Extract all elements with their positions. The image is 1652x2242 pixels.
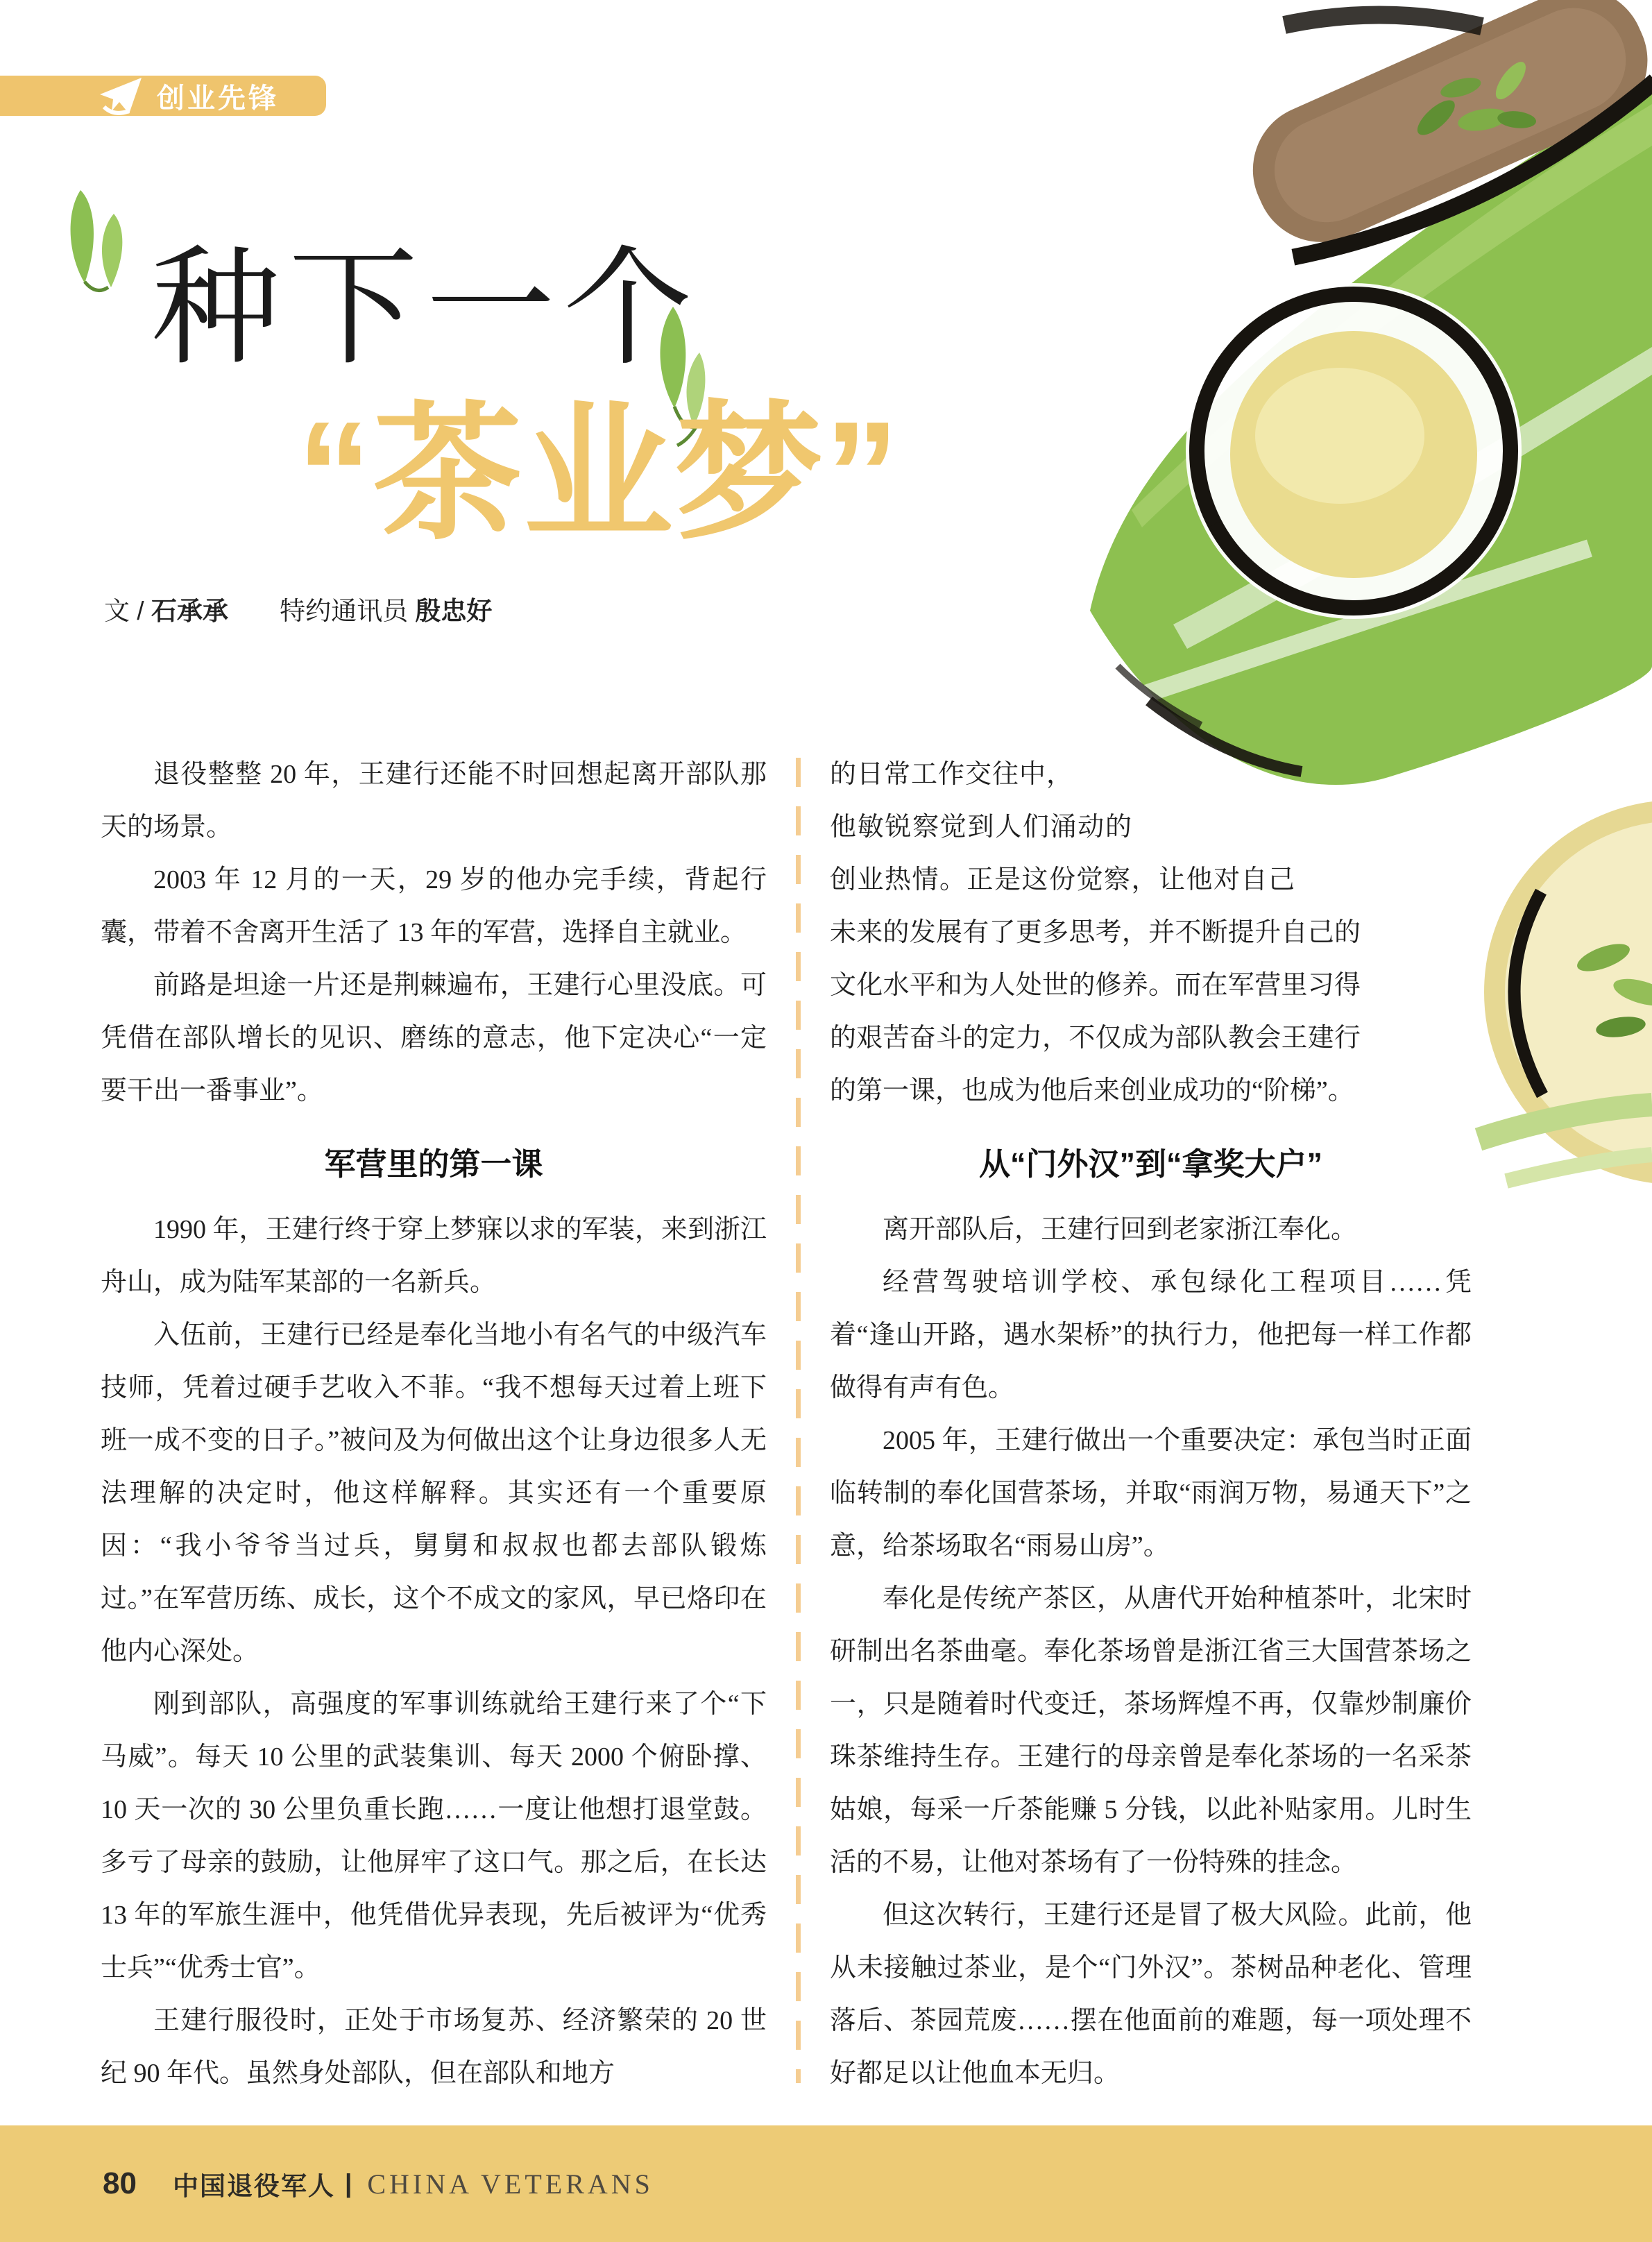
section-heading-first-lesson: 军营里的第一课 [324,1146,543,1182]
byline [104,590,492,627]
paragraph: 奉化是传统产茶区，从唐代开始种植茶叶，北宋时研制出名茶曲毫。奉化茶场曾是浙江省三大国营茶场之一，只是随着时代变迁，茶场辉煌不再，仅靠炒制廉价珠茶维持生存。王建行的母亲曾是奉化茶场的一名采茶姑娘，每采一斤茶能赚 5 分钱，以此补贴家用。儿时生活的不易，让他对茶场有了一份特殊的挂念。 [830,1584,1472,1877]
section-badge [0,76,326,116]
illustration-spacer [1073,748,1472,801]
paragraph: 刚到部队，高强度的军事训练就给王建行来了个“下马威”。每天 10 公里的武装集训、每天 2000 个俯卧撑、10 天一次的 30 公里负重长跑……一度让他想打退堂鼓。多亏了母亲的鼓励，让他屏牢了这口气。那之后，在长达 13 年的军旅生涯中，他凭借优异表现，先后被评为“优秀士兵”“优秀士官”。 [101,1690,767,1982]
magazine-name-cn: 中国退役军人 [172,2172,335,2200]
paragraph: 离开部队后，王建行回到老家浙江奉化。 [883,1215,1358,1244]
section-heading-award-winner: 从“门外汉”到“拿奖大户” [978,1146,1322,1182]
illustration-spacer [1132,801,1472,854]
column-divider [796,758,801,2083]
paragraph: 前路是坦途一片还是荆棘遍布，王建行心里没底。可凭借在部队增长的见识、磨练的意志，他下定决心“一定要干出一番事业”。 [101,971,767,1105]
magazine-name-en: CHINA VETERANS [367,2168,654,2200]
paragraph: 经营驾驶培训学校、承包绿化工程项目……凭着“逢山开路，遇水架桥”的执行力，他把每一样工作都做得有声有色。 [830,1268,1472,1402]
page-number: 80 [103,2166,137,2200]
paragraph: 1990 年，王建行终于穿上梦寐以求的军装，来到浙江舟山，成为陆军某部的一名新兵。 [101,1215,767,1297]
paragraph: 的日常工作交往中，他敏锐察觉到人们涌动的创业热情。正是这份觉察，让他对自己未来的发展有了更多思考，并不断提升自己的文化水平和为人处世的修养。而在军营里习得的艰苦奋斗的定力，不仅成为部队教会王建行的第一课，也成为他后来创业成功的“阶梯”。 [830,760,1361,1105]
illustration-spacer [1361,906,1472,1064]
correspondent-role: 特约通讯员 [280,597,409,625]
paragraph: 退役整整 20 年，王建行还能不时回想起离开部队那天的场景。 [101,760,767,842]
badge-label: 创业先锋 [157,83,279,114]
paper-plane-icon [99,76,144,115]
article-title-line1: 种下一个 [151,237,701,380]
footer-separator: | [344,2169,352,2198]
correspondent-name: 殷忠好 [415,597,493,625]
paragraph: 入伍前，王建行已经是奉化当地小有名气的中级汽车技师，凭着过硬手艺收入不菲。“我不想每天过着上班下班一成不变的日子。”被问及为何做出这个让身边很多人无法理解的决定时，他这样解释。其实还有一个重要原因：“我小爷爷当过兵，舅舅和叔叔也都去部队锻炼过。”在军营历练、成长，这个不成文的家风，早已烙印在他内心深处。 [101,1320,767,1666]
article-title-line2: “茶业梦” [297,390,901,557]
footer [0,2125,1652,2242]
byline-prefix: 文 / [104,597,144,625]
left-column [101,748,767,2112]
paragraph: 2003 年 12 月的一天，29 岁的他办完手续，背起行囊，带着不舍离开生活了 13 年的军营，选择自主就业。 [101,865,767,947]
right-column [830,748,1472,2112]
paragraph: 王建行服役时，正处于市场复苏、经济繁荣的 20 世纪 90 年代。虽然身处部队，但在部队和地方 [101,2006,767,2088]
author-name: 石承承 [151,597,228,625]
tea-leaf-icon [60,186,144,303]
paragraph: 2005 年，王建行做出一个重要决定：承包当时正面临转制的奉化国营茶场，并取“雨润万物，易通天下”之意，给茶场取名“雨易山房”。 [830,1426,1472,1561]
illustration-spacer [1295,854,1472,906]
paragraph: 但这次转行，王建行还是冒了极大风险。此前，他从未接触过茶业，是个“门外汉”。茶树品种老化、管理落后、茶园荒废……摆在他面前的难题，每一项处理不好都足以让他血本无归。 [830,1901,1472,2088]
